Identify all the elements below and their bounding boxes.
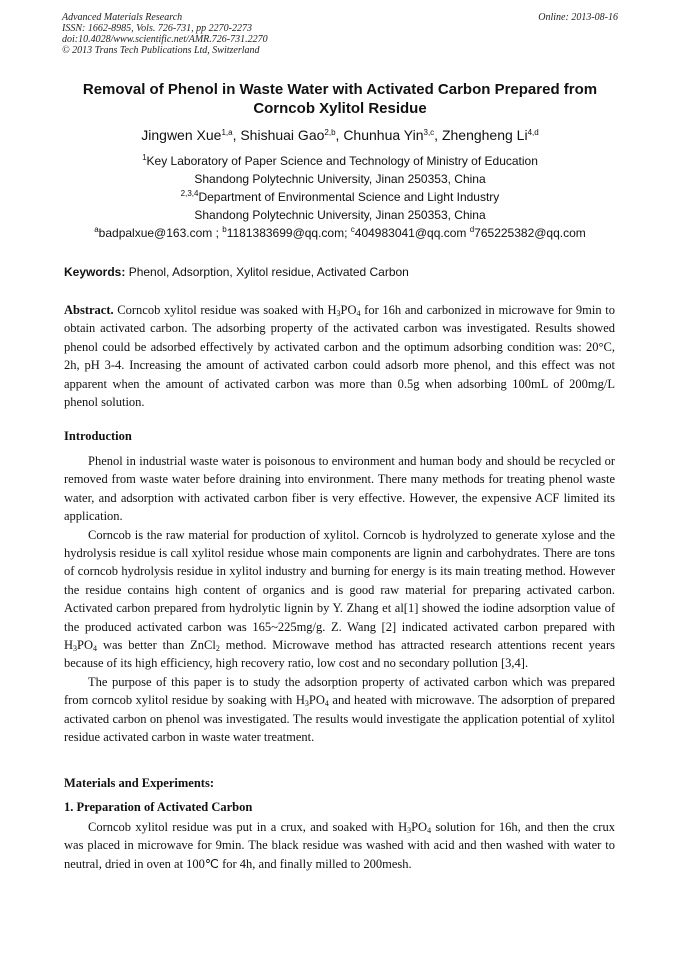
- email-link[interactable]: 765225382@qq.com: [474, 226, 586, 240]
- author-name: Zhengheng Li: [441, 127, 528, 143]
- subscript: 4: [356, 309, 361, 318]
- paragraph-text: and heated with microwave. The adsorption of prepared activated carbon on phenol was investigated. The results would investigate the application potential of xylitol residue activated carbon in waste water treatment.: [64, 693, 616, 745]
- email-sup: c: [350, 225, 355, 234]
- author-sup: 1,a: [221, 128, 233, 137]
- subscript: 4: [93, 644, 98, 654]
- keywords-label: Keywords:: [64, 265, 126, 279]
- author-sup: 3,c: [423, 128, 435, 137]
- affiliation-text: Department of Environmental Science and Light Industry: [198, 190, 500, 204]
- author-separator: ,: [434, 127, 442, 143]
- subscript: 4: [324, 699, 329, 709]
- paragraph-text: was better than ZnCl: [97, 638, 216, 653]
- email-sup: a: [94, 225, 99, 234]
- journal-name: Advanced Materials Research: [62, 12, 183, 23]
- journal-copyright: © 2013 Trans Tech Publications Ltd, Switzerland: [62, 45, 260, 56]
- affiliations: [62, 152, 618, 242]
- paragraph: Phenol in industrial waste water is poisonous to environment and human body and should be recycled or removed from waste water before draining into environment. There many methods for treating phenol waste water, and adsorption with activated carbon fiber is very effective. However, the expensive ACF limited its application.: [64, 454, 615, 524]
- email-link[interactable]: badpalxue@163.com ;: [98, 226, 223, 240]
- author-list: [62, 126, 618, 144]
- subscript: 2: [215, 644, 220, 654]
- online-date: Online: 2013-08-16: [538, 12, 618, 23]
- abstract-text: Corncob xylitol residue was soaked with H: [113, 303, 337, 317]
- author-sup: 4,d: [527, 128, 539, 137]
- title-line-1: Removal of Phenol in Waste Water with Activated Carbon Prepared from: [82, 81, 598, 98]
- journal-header: [62, 12, 618, 56]
- keywords-text: Phenol, Adsorption, Xylitol residue, Activated Carbon: [125, 265, 409, 279]
- affiliation-sup: 1: [142, 153, 147, 162]
- author-separator: ,: [335, 127, 344, 143]
- subscript: 3: [304, 699, 309, 709]
- abstract-text: PO: [340, 303, 357, 317]
- email-link[interactable]: 1181383699@qq.com;: [226, 226, 351, 240]
- title-line-2: Corncob Xylitol Residue: [253, 100, 427, 117]
- affiliation-line: [62, 188, 618, 206]
- email-sup: d: [469, 225, 475, 234]
- subscript: 4: [427, 826, 432, 835]
- author-name: Chunhua Yin: [343, 127, 424, 143]
- introduction-body: [64, 452, 615, 747]
- paragraph-text: PO: [411, 820, 428, 834]
- author-separator: ,: [232, 127, 241, 143]
- paragraph-text: The purpose of this paper is to study the adsorption property of activated carbon which was prepared from corncob xylitol residue by soaking with H: [64, 674, 615, 708]
- paragraph-text: PO: [77, 638, 94, 653]
- affiliation-line: Shandong Polytechnic University, Jinan 250353, China: [194, 172, 486, 186]
- paragraph: [64, 673, 615, 747]
- paper-title: [62, 80, 618, 118]
- journal-issn: ISSN: 1662-8985, Vols. 726-731, pp 2270-2273: [62, 23, 252, 34]
- author-sup: 2,b: [324, 128, 336, 137]
- materials-heading: Materials and Experiments:: [64, 776, 214, 790]
- preparation-body: [64, 818, 615, 873]
- paragraph-text: Corncob is the raw material for production of xylitol. Corncob is hydrolyzed to generate xylose and the hydrolysis residue is call xylitol residue whose main components are lignin and carbohydrates. There are tons of corncob hydrolysis residue in xylitol industry and burning for energy is its main treating method. However the residue contains high content of organics and is good raw material for preparing activated carbon. Activated carbon prepared from hydrolytic lignin by Y. Zhang et al[1] showed the iodine adsorption value of the produced activated carbon was 165~225mg/g. Z. Wang [2] indicated activated carbon prepared with H: [64, 527, 615, 653]
- preparation-subheading: 1. Preparation of Activated Carbon: [64, 800, 253, 814]
- introduction-heading: Introduction: [64, 429, 132, 443]
- affiliation-line: [62, 152, 618, 170]
- paragraph: [64, 526, 615, 673]
- paragraph-text: PO: [308, 693, 325, 708]
- paragraph: [64, 818, 615, 873]
- subscript: 3: [73, 644, 78, 654]
- journal-doi: doi:10.4028/www.scientific.net/AMR.726-731.2270: [62, 34, 268, 45]
- abstract-text: for 16h and carbonized in microwave for 9min to obtain activated carbon. The adsorbing property of the activated carbon was investigated. Results showed phenol could be adsorbed effectively by activated carbon and the optimum adsorbing condition was: 20°C, 2h, pH 3-4. Increasing the amount of activated carbon could adsorb more phenol, and this effect was not apparent when the amount of activated carbon was more than 0.5g when adsorbing 100mL of 200mg/L phenol solution.: [64, 303, 616, 410]
- affiliation-sup: 2,3,4: [180, 189, 199, 198]
- affiliation-line: Shandong Polytechnic University, Jinan 250353, China: [194, 208, 486, 222]
- email-line: [62, 224, 618, 242]
- paragraph-text: Corncob xylitol residue was put in a crux, and soaked with H: [88, 820, 408, 834]
- author-name: Shishuai Gao: [240, 127, 325, 143]
- subscript: 3: [407, 826, 412, 835]
- paragraph-text: method. Microwave method has attracted research attentions recent years because of its high efficiency, high recovery ratio, low cost and no secondary pollution [3,4].: [64, 638, 615, 671]
- keywords: [64, 264, 616, 280]
- paragraph-text: solution for 16h, and then the crux was placed in microwave for 9min. The black residue was washed with acid and then washed with water to neutral, dried in oven at 100℃ for 4h, and finally milled to 200mesh.: [64, 820, 615, 871]
- affiliation-text: Key Laboratory of Paper Science and Technology of Ministry of Education: [146, 154, 538, 168]
- subscript: 3: [336, 309, 341, 318]
- author-name: Jingwen Xue: [141, 127, 222, 143]
- abstract: [64, 301, 615, 411]
- abstract-label: Abstract.: [64, 303, 114, 317]
- email-sup: b: [222, 225, 227, 234]
- email-link[interactable]: 404983041@qq.com: [354, 226, 470, 240]
